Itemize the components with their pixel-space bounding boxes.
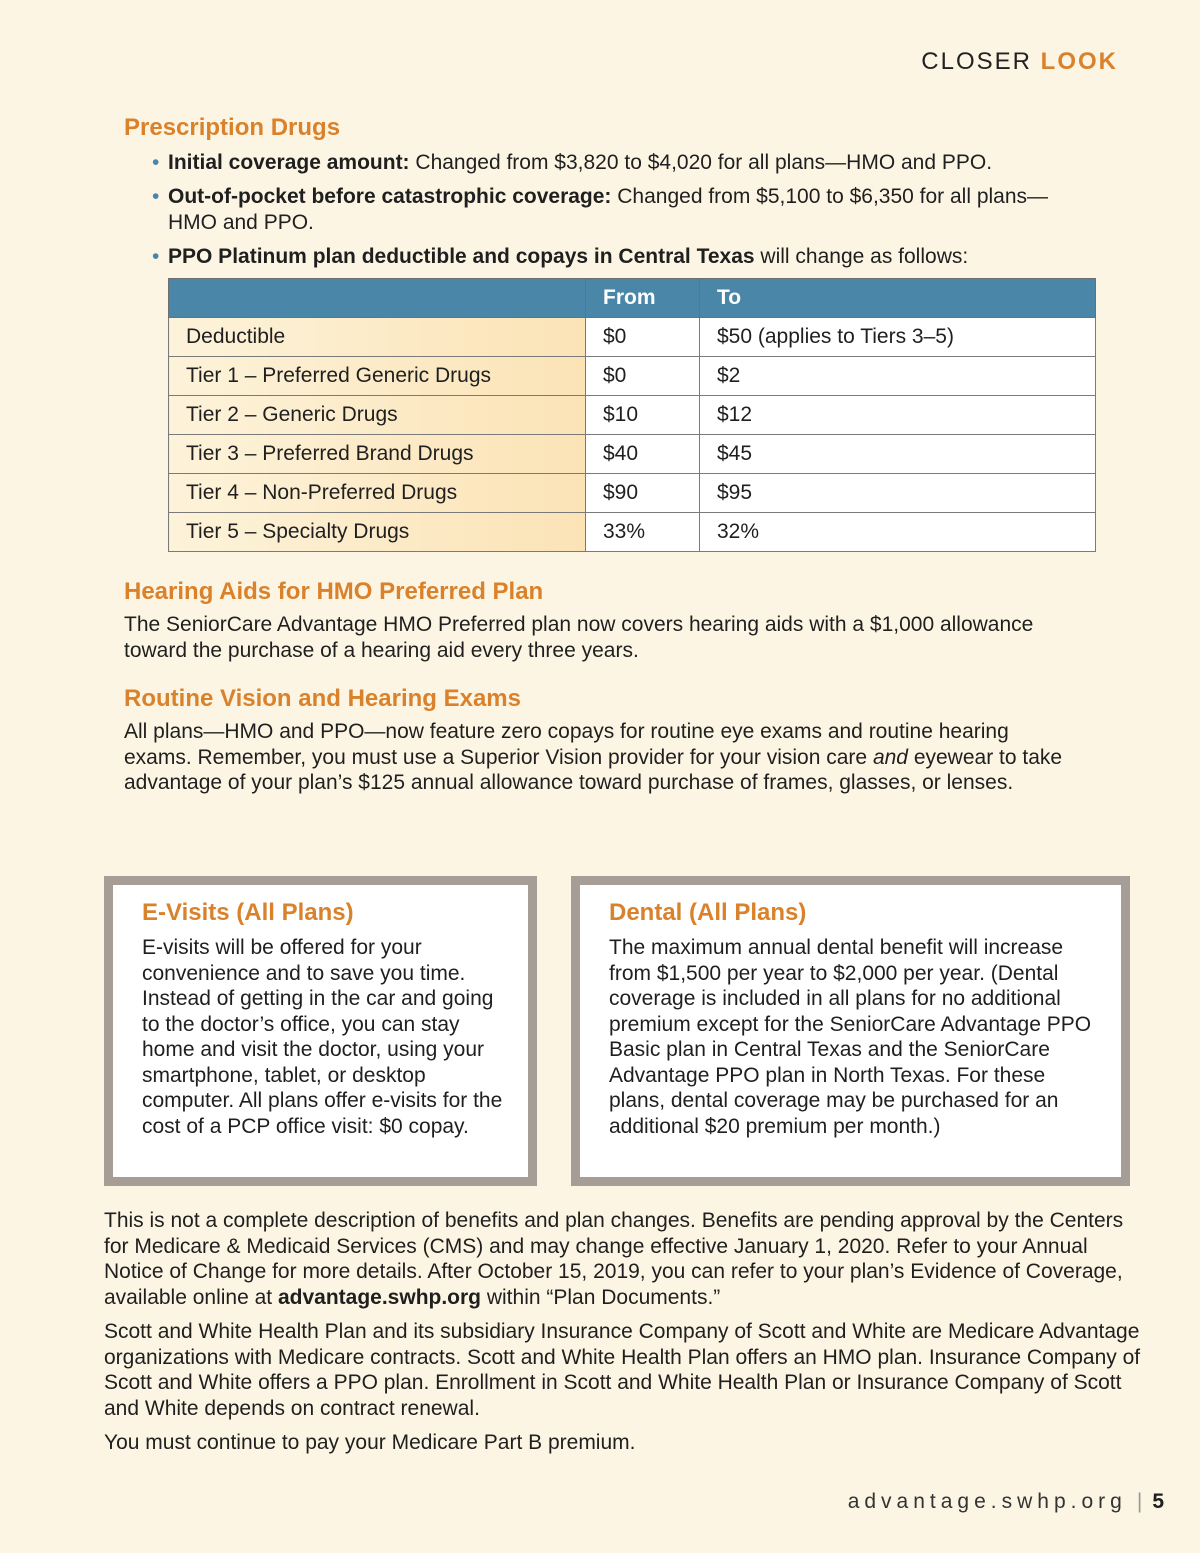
vision-body-italic: and: [872, 745, 908, 769]
row-to: $95: [700, 474, 1096, 513]
row-to: $2: [700, 357, 1096, 396]
prescription-heading: Prescription Drugs: [124, 114, 341, 141]
evisits-body: E-visits will be offered for your convenience and to save you time. Instead of getting in the car and going to the doctor’s office, you can stay home and visit the doctor, using your smartphone, tablet, or desktop computer. All plans offer e-visits for the cost of a PCP office visit: $0 copay.: [142, 936, 503, 1138]
disclaimer: [104, 1208, 1144, 1465]
row-label: Tier 3 – Preferred Brand Drugs: [169, 435, 586, 474]
vision-section: [124, 685, 1104, 796]
row-from: $40: [586, 435, 700, 474]
bullet-ppo-platinum: [168, 244, 1058, 270]
bullet-text: will change as follows:: [754, 245, 969, 268]
page-number: 5: [1152, 1490, 1164, 1513]
dental-body: The maximum annual dental benefit will increase from $1,500 per year to $2,000 per year. (Dental coverage is included in all plans for no additional premium except for the SeniorCare Advantage PPO Basic plan in Central Texas and the SeniorCare Advantage PPO plan in North Texas. For these plans, dental coverage may be purchased for an additional $20 premium per month.): [609, 936, 1092, 1138]
dental-box: [571, 876, 1130, 1186]
row-label: Tier 4 – Non-Preferred Drugs: [169, 474, 586, 513]
header-from: From: [586, 279, 700, 318]
table-row: [169, 513, 1096, 552]
bullet-bold: PPO Platinum plan deductible and copays in Central Texas: [168, 245, 755, 268]
row-to: $12: [700, 396, 1096, 435]
row-to: $50 (applies to Tiers 3–5): [700, 318, 1096, 357]
bullet-bold: Initial coverage amount:: [168, 151, 410, 174]
page-footer: [848, 1490, 1164, 1514]
row-label: Tier 1 – Preferred Generic Drugs: [169, 357, 586, 396]
bullet-text: Changed from $3,820 to $4,020 for all plans—HMO and PPO.: [409, 151, 993, 174]
disclaimer-p3: You must continue to pay your Medicare Part B premium.: [104, 1431, 636, 1454]
table-row: [169, 435, 1096, 474]
bullet-out-of-pocket: [168, 184, 1058, 236]
disclaimer-p1-end: within “Plan Documents.”: [481, 1285, 721, 1309]
vision-body-part1: All plans—HMO and PPO—now feature zero copays for routine eye exams and routine hearing exams. Remember, you must use a Superior Vision provider for your vision care: [124, 720, 1009, 769]
row-from: $0: [586, 318, 700, 357]
row-to: $45: [700, 435, 1096, 474]
section-tag-word1: CLOSER: [921, 48, 1032, 75]
row-label: Tier 5 – Specialty Drugs: [169, 513, 586, 552]
feature-boxes: [104, 876, 1130, 1186]
section-tag: [921, 48, 1118, 76]
footer-url[interactable]: advantage.swhp.org: [847, 1490, 1127, 1513]
hearing-section: [124, 578, 1104, 663]
table-row: [169, 474, 1096, 513]
header-blank: [169, 279, 586, 318]
bullet-initial-coverage: [168, 150, 1058, 176]
disclaimer-p1-text: This is not a complete description of benefits and plan changes. Benefits are pending approval by the Centers for Medicare & Medicaid Services (CMS) and may change effective January 1, 2020. Refer to your Annual Notice of Change for more details. After October 15, 2019, you can refer to your plan’s Evidence of Coverage, available online at: [104, 1209, 1124, 1309]
hearing-heading: Hearing Aids for HMO Preferred Plan: [124, 578, 544, 605]
website-link[interactable]: advantage.swhp.org: [277, 1285, 482, 1309]
main-content: [124, 114, 1104, 796]
dental-heading: Dental (All Plans): [609, 899, 807, 926]
evisits-box: [104, 876, 537, 1186]
bullet-text: Changed from $5,100 to $6,350 for all plans—HMO and PPO.: [168, 185, 1049, 234]
prescription-bullets: [124, 150, 1104, 270]
table-header-row: [169, 279, 1096, 318]
row-label: Tier 2 – Generic Drugs: [169, 396, 586, 435]
table-row: [169, 396, 1096, 435]
row-from: $0: [586, 357, 700, 396]
row-label: Deductible: [169, 318, 586, 357]
table-row: [169, 357, 1096, 396]
vision-body: [124, 719, 1064, 796]
hearing-body: The SeniorCare Advantage HMO Preferred plan now covers hearing aids with a $1,000 allowance toward the purchase of a hearing aid every three years.: [124, 613, 1034, 662]
vision-heading: Routine Vision and Hearing Exams: [124, 685, 521, 712]
evisits-heading: E-Visits (All Plans): [142, 899, 354, 926]
row-from: $90: [586, 474, 700, 513]
footer-separator: |: [1136, 1490, 1143, 1513]
row-from: $10: [586, 396, 700, 435]
disclaimer-p1: [104, 1208, 1144, 1310]
disclaimer-p2: Scott and White Health Plan and its subsidiary Insurance Company of Scott and White are Medicare Advantage organizations with Medicare contracts. Scott and White Health Plan offers an HMO plan. Insurance Company of Scott and White offers a PPO plan. Enrollment in Scott and White Health Plan or Insurance Company of Scott and White depends on contract renewal.: [104, 1320, 1141, 1420]
header-to: To: [700, 279, 1096, 318]
section-tag-word2: LOOK: [1040, 48, 1118, 75]
bullet-bold: Out-of-pocket before catastrophic coverage:: [168, 185, 612, 208]
table-row: [169, 318, 1096, 357]
row-from: 33%: [586, 513, 700, 552]
vision-body-part2: eyewear to take advantage of your plan’s $125 annual allowance toward purchase of frames, glasses, or lenses.: [124, 745, 1063, 794]
copay-table: [168, 278, 1096, 552]
row-to: 32%: [700, 513, 1096, 552]
